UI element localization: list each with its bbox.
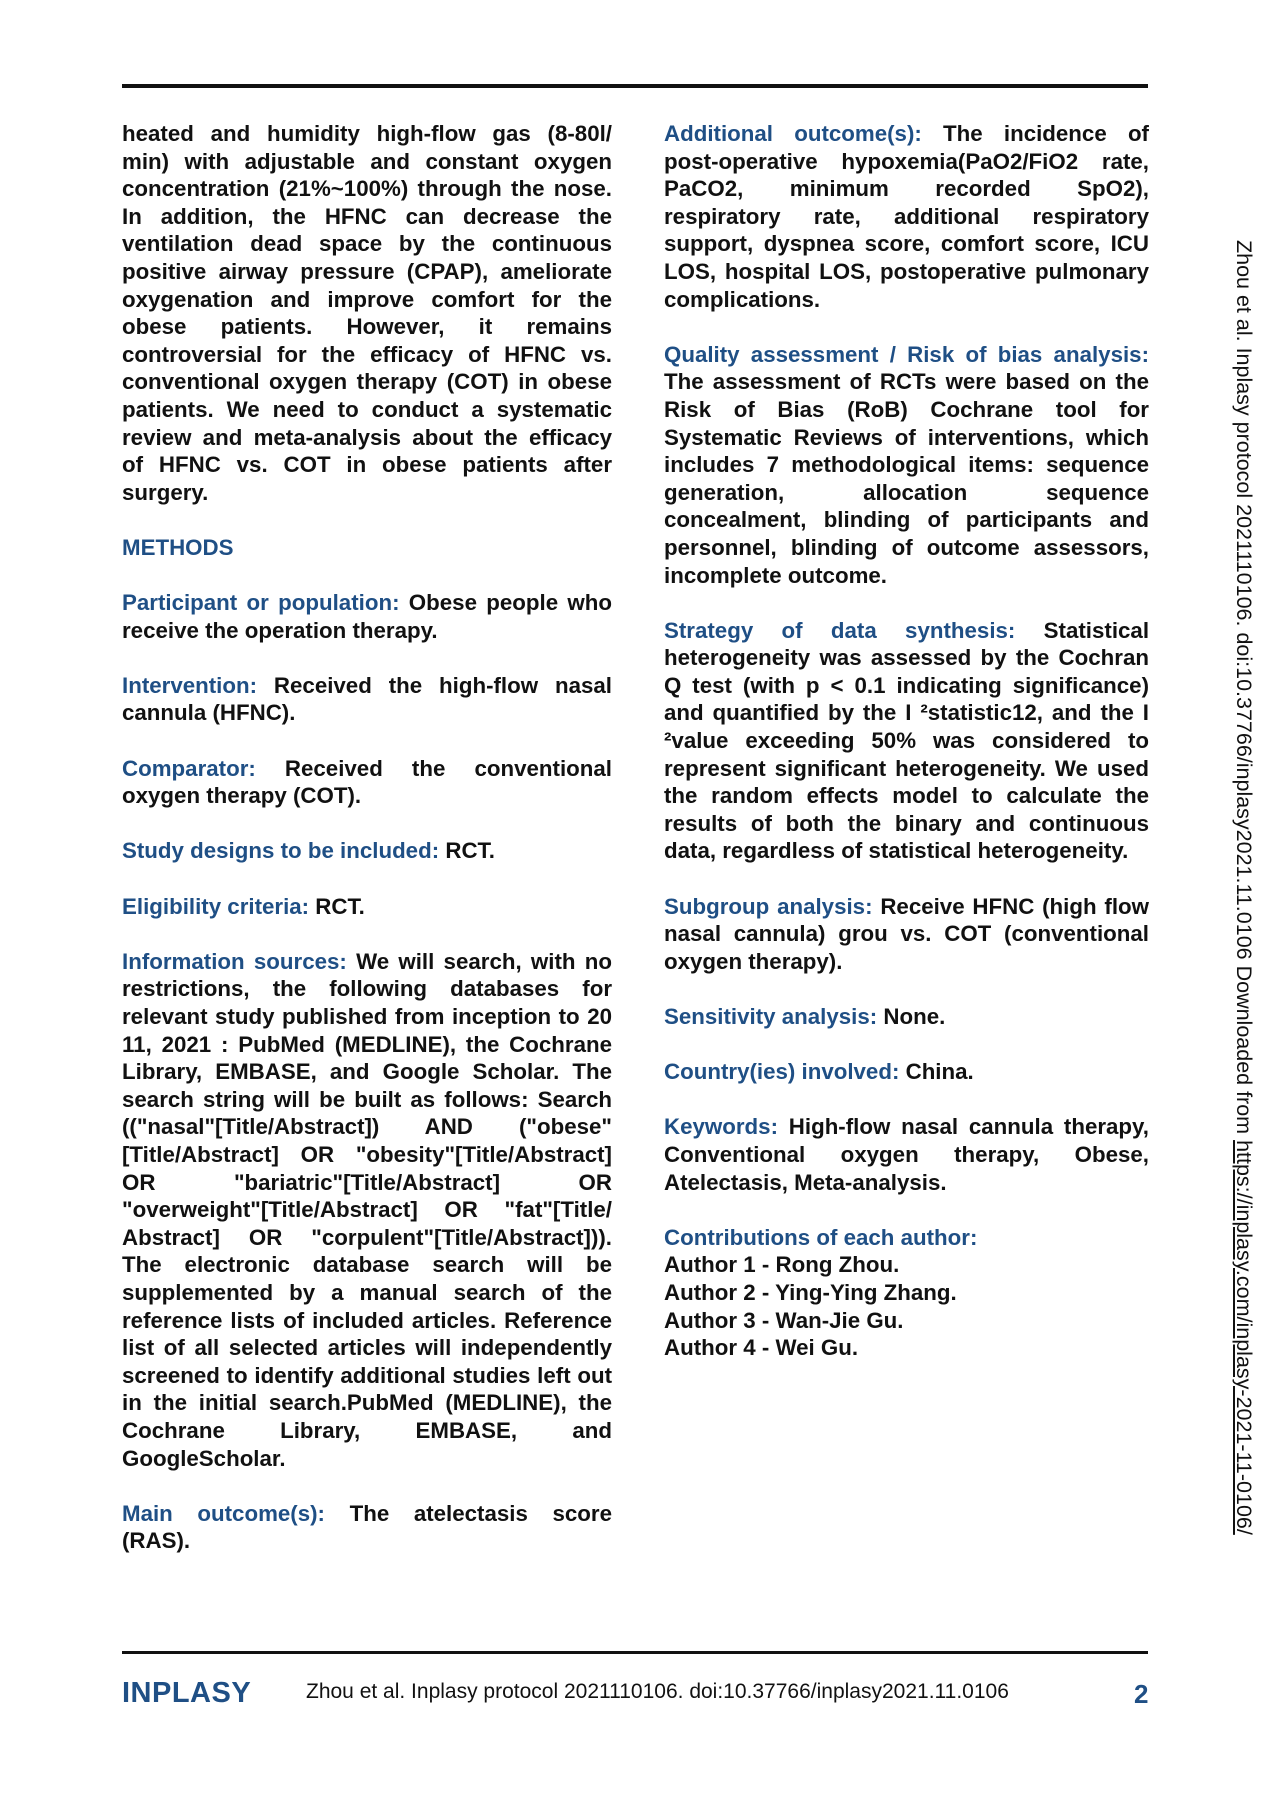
keywords-label: Keywords:: [664, 1114, 778, 1140]
eligibility-text: RCT.: [309, 893, 365, 919]
quality-label: Quality assessment / Risk of bias analysis:: [664, 341, 1149, 367]
intervention-label: Intervention:: [122, 672, 258, 698]
intro-paragraph: heated and humidity high-flow gas (8-80l/ min) with adjustable and constant oxygen concentration (21%~100%) through the nose. In addition, the HFNC can decrease the ventilation dead space by the continuous positive airway pressure (CPAP), ameliorate oxygenation and improve comfort for the obese patients. However, it remains controversial for the efficacy of HFNC vs. conventional oxygen therapy (COT) in obese patients. We need to conduct a systematic review and meta-analysis about the efficacy of HFNC vs. COT in obese patients after surgery.: [122, 121, 612, 505]
synthesis-text: Statistical heterogeneity was assessed by the Cochran Q test (with p < 0.1 indicating significance) and quantified by the I ²statistic12, and the I ²value exceeding 50% was considered to represent significant heterogeneity. We used the random effects model to calculate the results of both the binary and continuous data, regardless of statistical heterogeneity.: [664, 617, 1150, 864]
methods-section: [122, 534, 612, 562]
study-designs-section: [122, 837, 612, 865]
side-citation-text: Zhou et al. Inplasy protocol 2021110106. doi:10.37766/inplasy2021.11.0106 Downloaded from: [1232, 240, 1256, 1141]
information-sources-text: We will search, with no restrictions, the following databases for relevant study published from inception to 20 11, 2021 : PubMed (MEDLINE), the Cochrane Library, EMBASE, and Google Scholar. The search string will be built as follows: Search (("nasal"[Title/Abstract]) AND ("obese"[Title/Abstract] OR "obesity"[Title/Abstract] OR "bariatric"[Title/Abstract] OR "overweight"[Title/Abstract] OR "fat"[Title/ Abstract] OR "corpulent"[Title/Abstract])). The electronic database search will be supplemented by a manual search of the reference lists of included articles. Reference list of all selected articles will independently screened to identify additional studies left out in the initial search.PubMed (MEDLINE), the Cochrane Library, EMBASE, and GoogleScholar.: [122, 948, 612, 1471]
additional-outcome-text: The incidence of post-operative hypoxemia(PaO2/FiO2 rate, PaCO2, minimum recorded SpO2), respiratory rate, additional respiratory support, dyspnea score, comfort score, ICU LOS, hospital LOS, postoperative pulmonary complications.: [664, 121, 1149, 312]
comparator-label: Comparator:: [122, 755, 256, 781]
author-line: Author 3 - Wan-Jie Gu.: [664, 1307, 904, 1333]
subgroup-label: Subgroup analysis:: [664, 893, 873, 919]
main-outcome-text: The atelectasis score (RAS).: [122, 1500, 612, 1554]
keywords-section: [664, 1113, 1149, 1196]
page-number: 2: [1134, 1679, 1149, 1709]
side-citation-link[interactable]: https://inplasy.com/inplasy-2021-11-0106/: [1232, 1140, 1256, 1535]
eligibility-section: [122, 893, 612, 921]
sensitivity-label: Sensitivity analysis:: [664, 1004, 878, 1029]
author-line: Author 2 - Ying-Ying Zhang.: [664, 1279, 957, 1305]
comparator-text: Received the conventional oxygen therapy (COT).: [122, 755, 612, 809]
study-designs-label: Study designs to be included:: [122, 838, 440, 864]
footer-citation: Zhou et al. Inplasy protocol 2021110106. doi:10.37766/inplasy2021.11.0106: [306, 1680, 1009, 1703]
information-sources-section: [122, 948, 612, 1472]
intervention-section: [122, 672, 612, 727]
study-designs-text: RCT.: [439, 838, 495, 864]
additional-outcome-label: Additional outcome(s):: [664, 121, 922, 146]
synthesis-label: Strategy of data synthesis:: [664, 617, 1016, 643]
sensitivity-text: None.: [877, 1004, 946, 1029]
participant-text: Obese people who receive the operation therapy.: [122, 590, 613, 643]
participant-section: [122, 589, 612, 644]
comparator-section: [122, 755, 612, 810]
eligibility-label: Eligibility criteria:: [122, 893, 310, 919]
author-line: Author 1 - Rong Zhou.: [664, 1252, 900, 1278]
quality-text: The assessment of RCTs were based on the Risk of Bias (RoB) Cochrane tool for Systematic Reviews of interventions, which includes 7 methodological items: sequence generation, allocation sequence concealment, blinding of participants and personnel, blinding of outcome assessors, incomplete outcome.: [664, 369, 1149, 588]
contributions-section: [664, 1224, 1149, 1362]
main-outcome-section: [122, 1500, 612, 1555]
subgroup-text: Receive HFNC (high flow nasal cannula) grou vs. COT (conventional oxygen therapy).: [664, 893, 1149, 974]
intervention-text: Received the high-flow nasal cannula (HFNC).: [122, 672, 612, 726]
country-section: [664, 1058, 1149, 1086]
participant-label: Participant or population:: [122, 590, 400, 616]
country-text: China.: [899, 1059, 974, 1085]
author-line: Author 4 - Wei Gu.: [664, 1335, 859, 1361]
subgroup-section: [664, 893, 1149, 976]
methods-heading: METHODS: [122, 534, 234, 560]
footer-rule: [122, 1651, 1148, 1654]
synthesis-section: [664, 617, 1149, 865]
additional-outcome-section: [664, 120, 1149, 313]
side-citation: [1231, 240, 1257, 1535]
main-outcome-label: Main outcome(s):: [122, 1500, 325, 1526]
country-label: Country(ies) involved:: [664, 1059, 900, 1085]
right-column: [664, 120, 1149, 1362]
footer-brand: INPLASY: [122, 1677, 252, 1709]
information-sources-label: Information sources:: [122, 948, 347, 974]
sensitivity-section: [664, 1003, 1149, 1031]
left-column: [122, 120, 612, 1555]
contributions-label: Contributions of each author:: [664, 1224, 978, 1250]
quality-section: [664, 341, 1149, 589]
header-rule: [122, 84, 1148, 88]
keywords-text: High-flow nasal cannula therapy, Conventional oxygen therapy, Obese, Atelectasis, Meta-analysis.: [664, 1114, 1149, 1195]
